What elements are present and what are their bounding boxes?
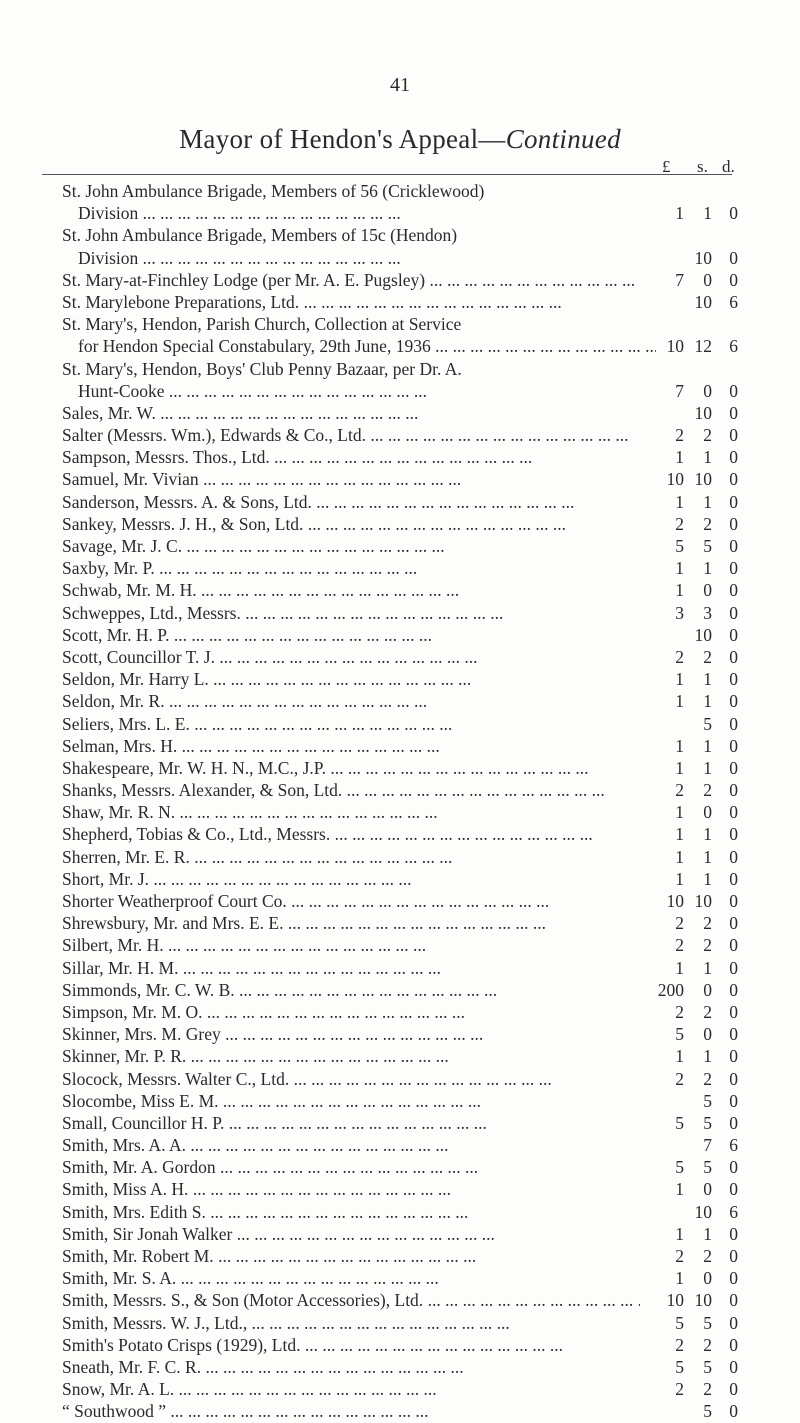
amount-shillings: 10 [694,891,712,911]
amount-pence: 0 [729,957,738,978]
contributor-name: Smith, Mrs. A. A. ... [62,1134,640,1156]
amount-pence: 0 [729,491,738,512]
amount-shillings: 1 [703,447,712,468]
list-item [0,1223,800,1245]
list-item [0,202,800,224]
amount-shillings: 5 [703,536,712,556]
amount-shillings: 1 [703,846,712,867]
amount-pence: 0 [729,646,738,667]
amount-pence: 0 [729,1401,738,1422]
contributor-name: St. Marylebone Preparations, Ltd. ... [62,291,640,313]
amount-shillings: 3 [703,602,712,623]
contributor-name: Sales, Mr. W. ... [62,402,640,424]
amount-shillings: 7 [703,1135,712,1156]
amount-shillings: 1 [703,1223,712,1244]
amount-pence: 0 [729,1157,738,1178]
amount-pence: 0 [729,1112,738,1133]
amount-shillings: 0 [703,979,712,1000]
amount-shillings: 2 [703,1379,712,1400]
amount-pounds: 3 [675,602,684,623]
amount-shillings: 0 [703,802,712,823]
list-item [0,224,800,246]
amount-shillings: 2 [703,1068,712,1089]
list-item [0,1400,800,1422]
contributor-name: Seldon, Mr. Harry L. ... [62,668,640,690]
contributor-name: Smith, Messrs. S., & Son (Motor Accessories), Ltd. ... [62,1289,640,1311]
contributor-name: Savage, Mr. J. C. ... [62,535,640,557]
amount-pence: 0 [729,469,738,490]
list-item [0,846,800,868]
list-item [0,1201,800,1223]
amount-pence: 0 [729,1179,738,1200]
amount-shillings: 5 [703,1401,712,1422]
contributor-name: St. John Ambulance Brigade, Members of 15c (Hendon) [62,225,458,246]
list-item [0,180,800,202]
list-item [0,735,800,757]
amount-pence: 0 [729,513,738,534]
list-item [0,912,800,934]
amount-pence: 0 [729,891,738,911]
list-item [0,1134,800,1156]
amount-shillings: 1 [703,957,712,978]
amount-shillings: 10 [694,1290,712,1311]
amount-pence: 0 [729,402,738,423]
list-item [0,269,800,291]
amount-pence: 0 [729,846,738,867]
amount-pence: 0 [729,868,738,889]
amount-pounds: 1 [675,1268,684,1289]
amount-shillings: 0 [703,580,712,601]
amount-pence: 0 [729,979,738,1000]
contributor-name: Simmonds, Mr. C. W. B. ... [62,979,640,1001]
amount-pence: 0 [729,1001,738,1022]
amount-pence: 0 [729,713,738,734]
list-item [0,779,800,801]
amount-shillings: 0 [703,1179,712,1200]
amount-pence: 0 [729,247,738,268]
contributor-name: Schweppes, Ltd., Messrs. ... [62,602,640,624]
contributor-name: Saxby, Mr. P. ... [62,557,640,579]
amount-pounds: 2 [675,1068,684,1089]
contributor-name: Seliers, Mrs. L. E. ... [62,713,640,735]
amount-pounds: 1 [675,757,684,778]
list-item [0,1245,800,1267]
amount-pounds: 2 [675,646,684,667]
pence-column-header: d. [722,157,735,176]
contributor-name: Smith, Messrs. W. J., Ltd., ... [62,1312,640,1334]
amount-shillings: 2 [703,780,712,801]
amount-pence: 0 [729,1068,738,1089]
amount-pence: 0 [729,802,738,823]
amount-pence: 0 [729,1379,738,1400]
list-item [0,291,800,313]
contributor-name: Division ... [78,202,656,224]
contributor-name: for Hendon Special Constabulary, 29th June, 1936 ... [78,335,656,357]
amount-pounds: 10 [666,336,684,357]
amount-pounds: 2 [675,425,684,446]
contributor-name: Smith, Mr. S. A. ... [62,1267,640,1289]
amount-shillings: 10 [694,402,712,423]
amount-pounds: 2 [675,780,684,801]
amount-shillings: 5 [703,1112,712,1133]
amount-pounds: 1 [675,1223,684,1244]
list-item [0,513,800,535]
list-item [0,1334,800,1356]
contributor-name: Division ... [78,247,656,269]
title-continued: Continued [505,124,621,154]
amount-pence: 0 [729,380,738,401]
contributor-name: St. John Ambulance Brigade, Members of 56 (Cricklewood) [62,181,485,201]
amount-pence: 0 [729,580,738,601]
amount-shillings: 0 [703,1268,712,1289]
list-item [0,1090,800,1112]
amount-shillings: 1 [703,691,712,712]
amount-pounds: 10 [666,469,684,490]
contributor-name: Silbert, Mr. H. ... [62,934,640,956]
amount-pounds: 1 [675,802,684,823]
amount-shillings: 5 [703,1356,712,1377]
contributor-name: Salter (Messrs. Wm.), Edwards & Co., Ltd. ... [62,424,640,446]
amount-pence: 0 [729,757,738,778]
list-item [0,468,800,490]
amount-pence: 6 [729,1135,738,1156]
header-divider [42,174,732,175]
contributor-name: Sherren, Mr. E. R. ... [62,846,640,868]
list-item [0,624,800,646]
contributor-name: St. Mary's, Hendon, Boys' Club Penny Bazaar, per Dr. A. [62,358,462,379]
contributor-name: Shepherd, Tobias & Co., Ltd., Messrs. ... [62,823,640,845]
amount-shillings: 2 [703,913,712,934]
amount-shillings: 12 [694,336,712,357]
contributor-name: Schwab, Mr. M. H. ... [62,579,640,601]
contributor-name: Smith, Mrs. Edith S. ... [62,1201,640,1223]
amount-shillings: 1 [703,824,712,845]
amount-pence: 0 [729,1024,738,1045]
amount-pounds: 1 [675,957,684,978]
contributor-name: Selman, Mrs. H. ... [62,735,640,757]
amount-pounds: 200 [657,979,684,1000]
amount-pence: 0 [729,1334,738,1355]
contributor-name: Small, Councillor H. P. ... [62,1112,640,1134]
amount-pounds: 7 [675,380,684,401]
amount-pence: 0 [729,824,738,845]
amount-pence: 0 [729,447,738,468]
list-item [0,823,800,845]
amount-shillings: 2 [703,1246,712,1266]
amount-pounds: 1 [675,824,684,845]
pounds-column-header: £ [662,157,671,176]
contributor-name: Scott, Mr. H. P. ... [62,624,640,646]
amount-pounds: 5 [675,1024,684,1045]
list-item [0,579,800,601]
amount-shillings: 5 [703,1090,712,1111]
list-item [0,1045,800,1067]
amount-shillings: 10 [694,469,712,490]
list-item [0,358,800,380]
amount-pounds: 5 [675,1112,684,1133]
amount-shillings: 2 [703,1001,712,1022]
amount-pounds: 1 [675,580,684,601]
amount-shillings: 1 [703,735,712,756]
amount-shillings: 1 [703,1046,712,1067]
amount-pence: 0 [729,935,738,956]
amount-shillings: 1 [703,203,712,224]
contributor-name: Smith, Mr. Robert M. ... [62,1245,640,1267]
amount-pounds: 1 [675,691,684,712]
list-item [0,1112,800,1134]
list-item [0,713,800,735]
page-title [0,124,800,155]
amount-pounds: 5 [675,1157,684,1178]
amount-shillings: 5 [703,713,712,734]
list-item [0,1267,800,1289]
contributor-name: Shorter Weatherproof Court Co. ... [62,890,640,912]
list-item [0,934,800,956]
list-item [0,602,800,624]
amount-shillings: 5 [703,1157,712,1178]
list-item [0,668,800,690]
amount-pounds: 1 [675,1179,684,1200]
amount-pounds: 5 [675,536,684,556]
amount-pence: 0 [729,913,738,934]
list-item [0,491,800,513]
amount-pence: 0 [729,1312,738,1333]
title-dash: — [478,124,506,154]
list-item [0,801,800,823]
contributor-name: Shaw, Mr. R. N. ... [62,801,640,823]
amount-pounds: 2 [675,1246,684,1266]
list-item [0,1178,800,1200]
amount-pounds: 1 [675,846,684,867]
amount-pence: 0 [729,536,738,556]
list-item [0,557,800,579]
amount-pounds: 5 [675,1312,684,1333]
amount-pounds: 1 [675,1046,684,1067]
contributor-name: Smith, Sir Jonah Walker ... [62,1223,640,1245]
shillings-column-header: s. [697,157,708,176]
contributor-name: Scott, Councillor T. J. ... [62,646,640,668]
list-item [0,890,800,912]
list-item [0,1156,800,1178]
list-item [0,424,800,446]
amount-pounds: 2 [675,913,684,934]
contributor-name: Shakespeare, Mr. W. H. N., M.C., J.P. ... [62,757,640,779]
list-item [0,1378,800,1400]
amount-pence: 0 [729,425,738,446]
amount-pence: 0 [729,1246,738,1266]
contributor-name: Slocombe, Miss E. M. ... [62,1090,640,1112]
amount-pence: 0 [729,780,738,801]
list-item [0,757,800,779]
amount-shillings: 2 [703,513,712,534]
contributor-name: Hunt-Cooke ... [78,380,656,402]
list-item [0,690,800,712]
list-item [0,646,800,668]
contributor-name: Smith, Miss A. H. ... [62,1178,640,1200]
amount-shillings: 2 [703,1334,712,1355]
amount-pence: 0 [729,1090,738,1111]
amount-pence: 6 [729,336,738,357]
amount-shillings: 0 [703,380,712,401]
amount-pounds: 1 [675,669,684,690]
list-item [0,868,800,890]
list-item [0,957,800,979]
list-item [0,380,800,402]
contributor-name: Sillar, Mr. H. M. ... [62,957,640,979]
list-item [0,402,800,424]
amount-pounds: 1 [675,735,684,756]
contributor-name: Shanks, Messrs. Alexander, & Son, Ltd. ... [62,779,640,801]
contributor-name: Shrewsbury, Mr. and Mrs. E. E. ... [62,912,640,934]
title-main: Mayor of Hendon's Appeal [179,124,479,154]
contributor-name: “ Southwood ” ... [62,1400,640,1422]
list-item [0,313,800,335]
amount-pounds: 10 [666,891,684,911]
amount-pence: 0 [729,735,738,756]
amount-pounds: 2 [675,513,684,534]
amount-pence: 0 [729,669,738,690]
amount-pounds: 2 [675,1001,684,1022]
amount-shillings: 10 [694,291,712,312]
amount-pence: 0 [729,203,738,224]
list-item [0,535,800,557]
amount-pounds: 5 [675,1356,684,1377]
amount-pence: 6 [729,291,738,312]
list-item [0,247,800,269]
contributor-name: Samuel, Mr. Vivian ... [62,468,640,490]
list-item [0,335,800,357]
contributor-name: Seldon, Mr. R. ... [62,690,640,712]
amount-shillings: 0 [703,269,712,290]
amount-pounds: 2 [675,1334,684,1355]
amount-shillings: 2 [703,935,712,956]
amount-shillings: 1 [703,757,712,778]
amount-pence: 6 [729,1201,738,1222]
list-item [0,1023,800,1045]
amount-shillings: 0 [703,1024,712,1045]
contributor-name: Skinner, Mr. P. R. ... [62,1045,640,1067]
amount-pence: 0 [729,602,738,623]
amount-pounds: 1 [675,491,684,512]
contributor-name: Sampson, Messrs. Thos., Ltd. ... [62,446,640,468]
amount-pounds: 1 [675,558,684,579]
amount-pounds: 2 [675,935,684,956]
list-item [0,979,800,1001]
amount-pounds: 1 [675,203,684,224]
amount-shillings: 5 [703,1312,712,1333]
amount-shillings: 10 [694,624,712,645]
list-item [0,1289,800,1311]
contributor-name: Smith, Mr. A. Gordon ... [62,1156,640,1178]
amount-shillings: 2 [703,646,712,667]
amount-shillings: 1 [703,558,712,579]
amount-pounds: 1 [675,447,684,468]
contributions-list [0,180,800,1423]
contributor-name: Short, Mr. J. ... [62,868,640,890]
contributor-name: Simpson, Mr. M. O. ... [62,1001,640,1023]
amount-pence: 0 [729,691,738,712]
contributor-name: St. Mary-at-Finchley Lodge (per Mr. A. E. Pugsley) ... [62,269,640,291]
amount-pence: 0 [729,624,738,645]
list-item [0,1068,800,1090]
amount-pence: 0 [729,1356,738,1377]
amount-pence: 0 [729,558,738,579]
contributor-name: Sanderson, Messrs. A. & Sons, Ltd. ... [62,491,640,513]
list-item [0,1001,800,1023]
amount-pence: 0 [729,1223,738,1244]
amount-pounds: 2 [675,1379,684,1400]
list-item [0,1356,800,1378]
amount-pence: 0 [729,1290,738,1311]
amount-shillings: 2 [703,425,712,446]
page-number: 41 [390,74,410,96]
amount-shillings: 1 [703,868,712,889]
amount-pounds: 1 [675,868,684,889]
amount-pence: 0 [729,1046,738,1067]
amount-pounds: 10 [666,1290,684,1311]
amount-shillings: 10 [694,247,712,268]
contributor-name: Sneath, Mr. F. C. R. ... [62,1356,640,1378]
contributor-name: Snow, Mr. A. L. ... [62,1378,640,1400]
list-item [0,1312,800,1334]
amount-pence: 0 [729,269,738,290]
list-item [0,446,800,468]
amount-shillings: 1 [703,669,712,690]
amount-shillings: 1 [703,491,712,512]
contributor-name: Sankey, Messrs. J. H., & Son, Ltd. ... [62,513,640,535]
amount-shillings: 10 [694,1201,712,1222]
amount-pence: 0 [729,1268,738,1289]
amount-pounds: 7 [675,269,684,290]
contributor-name: Smith's Potato Crisps (1929), Ltd. ... [62,1334,640,1356]
contributor-name: St. Mary's, Hendon, Parish Church, Collection at Service [62,314,462,335]
contributor-name: Slocock, Messrs. Walter C., Ltd. ... [62,1068,640,1090]
contributor-name: Skinner, Mrs. M. Grey ... [62,1023,640,1045]
